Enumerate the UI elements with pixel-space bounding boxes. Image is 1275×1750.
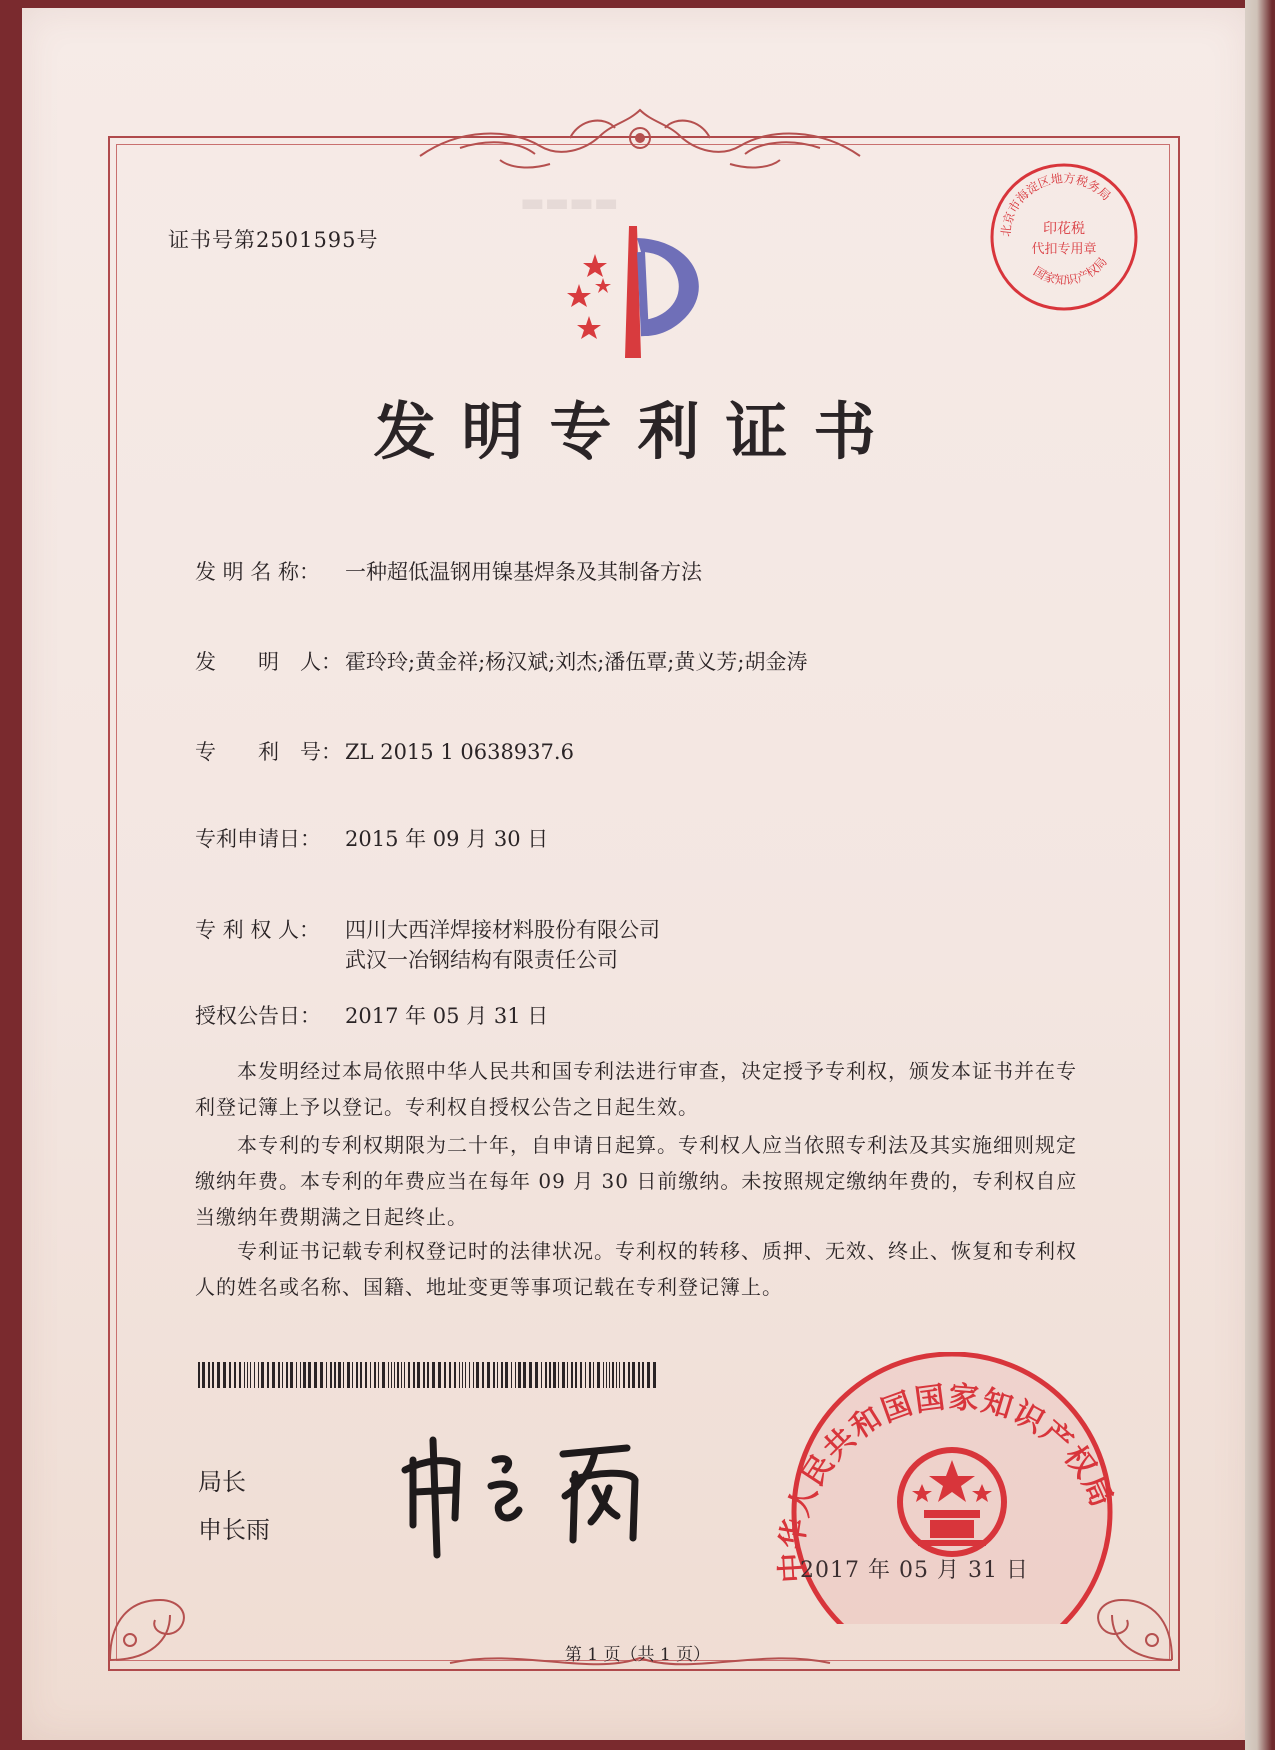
invention-name: 一种超低温钢用镍基焊条及其制备方法 bbox=[345, 560, 702, 584]
patent-office-logo bbox=[545, 218, 725, 368]
director-name: 申长雨 bbox=[198, 1516, 270, 1544]
paragraph-3: 专利证书记载专利权登记时的法律状况。专利权的转移、质押、无效、终止、恢复和专利权人的姓名或名称、国籍、地址变更等事项记载在专利登记簿上。 bbox=[195, 1239, 1077, 1299]
patentee-2: 武汉一冶钢结构有限责任公司 bbox=[345, 948, 618, 972]
field-label: 专 利 号： bbox=[195, 740, 342, 764]
patentee-1: 四川大西洋焊接材料股份有限公司 bbox=[345, 918, 660, 942]
stamp-line-2: 代扣专用章 bbox=[1031, 242, 1097, 257]
director-title: 局长 bbox=[198, 1468, 246, 1496]
stamp-bottom-text: 国家知识产权局 bbox=[1030, 254, 1110, 288]
page-edge bbox=[1245, 0, 1275, 1750]
field-label: 专 利 权 人： bbox=[195, 918, 321, 942]
field-label: 发 明 名 称： bbox=[195, 560, 321, 584]
patent-number-row bbox=[195, 736, 574, 766]
patentee-row-2 bbox=[345, 944, 618, 974]
application-date: 2015 年 09 月 30 日 bbox=[345, 827, 549, 851]
stamp-outer-text: 北京市海淀区地方税务局 bbox=[998, 171, 1114, 238]
barcode bbox=[198, 1362, 660, 1388]
field-label: 发 明 人： bbox=[195, 650, 342, 674]
grant-date: 2017 年 05 月 31 日 bbox=[345, 1004, 549, 1028]
inventors-row bbox=[195, 646, 807, 676]
field-label: 专利申请日： bbox=[195, 827, 321, 851]
patentee-row bbox=[195, 914, 660, 944]
certificate-number: 证书号第2501595号 bbox=[168, 228, 379, 252]
grant-date-row bbox=[195, 1000, 548, 1030]
svg-text:国家知识产权局 bbox=[1031, 255, 1110, 288]
director-signature bbox=[395, 1430, 665, 1560]
invention-name-row bbox=[195, 556, 702, 586]
certificate-title: 发明专利证书 bbox=[373, 395, 902, 468]
paragraph-1: 本发明经过本局依照中华人民共和国专利法进行审查，决定授予专利权，颁发本证书并在专利登记簿上予以登记。专利权自授权公告之日起生效。 bbox=[195, 1059, 1077, 1119]
show-through-text: ▬▬▬▬ bbox=[520, 188, 619, 218]
tax-stamp bbox=[982, 155, 1147, 320]
page-number: 第 1 页（共 1 页） bbox=[564, 1645, 711, 1665]
top-ornament bbox=[400, 98, 880, 178]
inventors: 霍玲玲;黄金祥;杨汉斌;刘杰;潘伍覃;黄义芳;胡金涛 bbox=[345, 650, 808, 674]
seal-date: 2017 年 05 月 31 日 bbox=[800, 1558, 1029, 1583]
stamp-line-1: 印花税 bbox=[1043, 221, 1085, 237]
paragraph-2: 本专利的专利权期限为二十年，自申请日起算。专利权人应当依照专利法及其实施细则规定缴纳年费。本专利的年费应当在每年 09 月 30 日前缴纳。未按照规定缴纳年费的，专利权自应当缴纳年费期满之日起终止。 bbox=[195, 1133, 1078, 1229]
seal-text: 中华人民共和国国家知识产权局 bbox=[774, 1379, 1120, 1584]
application-date-row bbox=[195, 823, 548, 853]
field-label: 授权公告日： bbox=[195, 1004, 321, 1028]
patent-number: ZL 2015 1 0638937.6 bbox=[345, 740, 574, 764]
